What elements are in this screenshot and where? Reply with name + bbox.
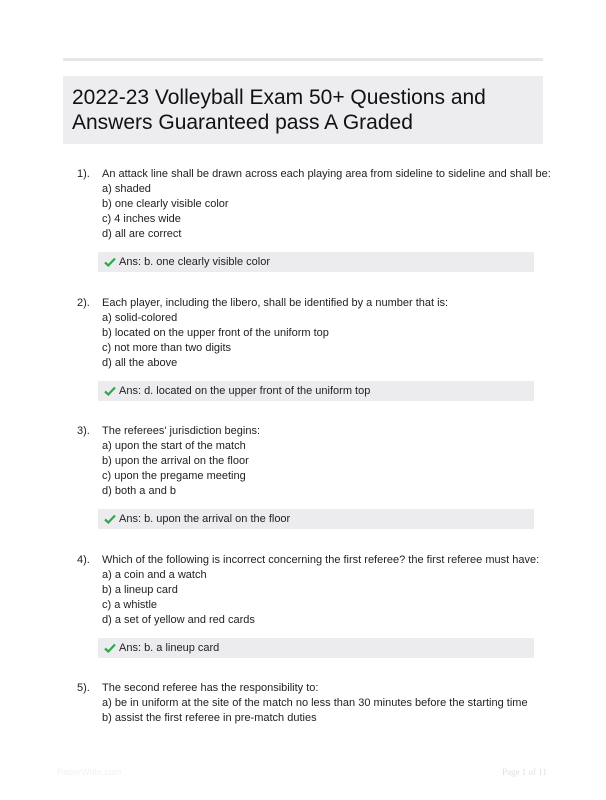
answer-box — [98, 381, 534, 401]
answer-text: Ans: d. located on the upper front of the uniform top — [119, 385, 371, 397]
check-icon — [104, 643, 116, 653]
question-body — [102, 681, 542, 726]
option-c: c) not more than two digits — [102, 342, 232, 354]
option-d: d) a set of yellow and red cards — [102, 614, 255, 626]
check-icon — [104, 386, 116, 396]
question-body — [102, 424, 542, 529]
option-c: c) 4 inches wide — [102, 213, 181, 225]
title-banner — [63, 76, 543, 144]
answer-box — [98, 509, 534, 529]
option-b: b) assist the first referee in pre-match duties — [102, 712, 317, 724]
page-number: Page 1 of 11 — [502, 767, 547, 777]
check-icon — [104, 257, 116, 267]
option-d: d) all are correct — [102, 228, 182, 240]
document-title: 2022-23 Volleyball Exam 50+ Questions and Answers Guaranteed pass A Graded — [72, 86, 486, 134]
option-b: b) located on the upper front of the uniform top — [102, 327, 329, 339]
option-c: c) a whistle — [102, 599, 158, 611]
option-d: d) all the above — [102, 357, 178, 369]
question-text: Each player, including the libero, shall be identified by a number that is: — [102, 297, 449, 309]
question-number: 1). — [77, 168, 90, 180]
question-number: 4). — [77, 554, 90, 566]
answer-box — [98, 638, 534, 658]
option-a: a) upon the start of the match — [102, 440, 246, 452]
top-divider — [63, 58, 543, 61]
option-a: a) a coin and a watch — [102, 569, 207, 581]
footer-watermark: PaperWrite.com — [57, 767, 122, 777]
question-number: 2). — [77, 297, 90, 309]
question-text: Which of the following is incorrect concerning the first referee? the first referee must have: — [102, 554, 540, 566]
question-body — [102, 167, 551, 272]
option-c: c) upon the pregame meeting — [102, 470, 246, 482]
option-d: d) both a and b — [102, 485, 177, 497]
question-number: 5). — [77, 682, 90, 694]
question-body — [102, 553, 542, 658]
option-b: b) upon the arrival on the floor — [102, 455, 249, 467]
option-a: a) be in uniform at the site of the match no less than 30 minutes before the starting time — [102, 697, 528, 709]
answer-text: Ans: b. a lineup card — [119, 642, 220, 654]
option-a: a) solid-colored — [102, 312, 178, 324]
question-text: An attack line shall be drawn across each playing area from sideline to sideline and shall be: — [102, 168, 551, 180]
question-text: The second referee has the responsibility to: — [102, 682, 319, 694]
option-b: b) one clearly visible color — [102, 198, 229, 210]
question-body — [102, 296, 542, 401]
question-text: The referees' jurisdiction begins: — [102, 425, 261, 437]
check-icon — [104, 514, 116, 524]
answer-box — [98, 252, 534, 272]
answer-text: Ans: b. one clearly visible color — [119, 256, 271, 268]
answer-text: Ans: b. upon the arrival on the floor — [119, 513, 291, 525]
question-number: 3). — [77, 425, 90, 437]
option-a: a) shaded — [102, 183, 151, 195]
option-b: b) a lineup card — [102, 584, 178, 596]
